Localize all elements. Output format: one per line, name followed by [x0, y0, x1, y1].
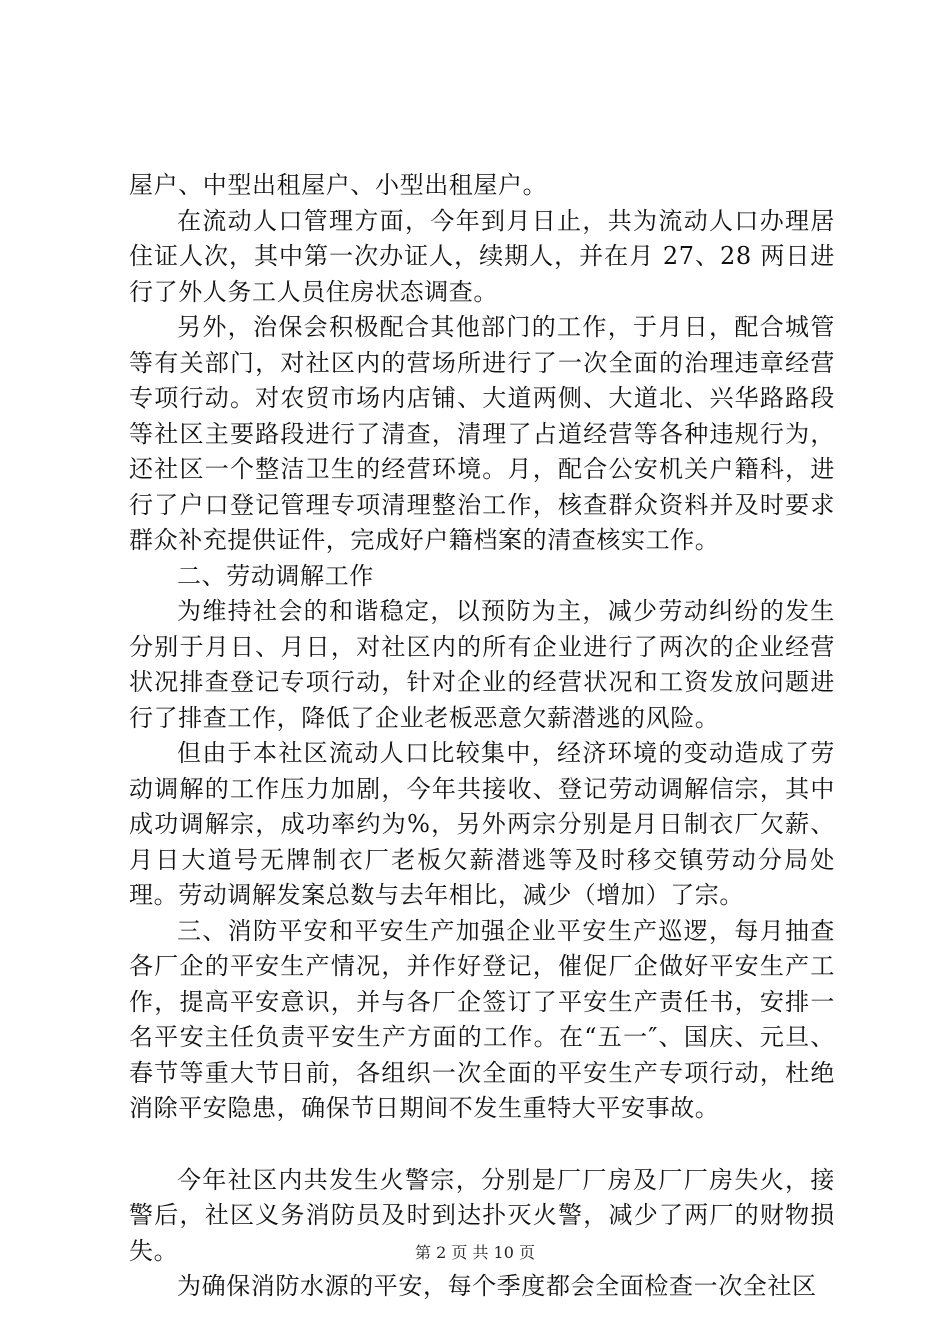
paragraph-cooperation: 另外，治保会积极配合其他部门的工作，于月日，配合城管等有关部门，对社区内的营场所进行了一次全面的治理违章经营专项行动。对农贸市场内店铺、大道两侧、大道北、兴华路路段等社区主要路段进行了清查，清理了占道经营等各种违规行为，还社区一个整洁卫生的经营环境。月，配合公安机关户籍科，进行了户口登记管理专项清理整治工作，核查群众资料并及时要求群众补充提供证件，完成好户籍档案的清查核实工作。 — [129, 313, 835, 554]
paragraph-fire-incidents: 今年社区内共发生火警宗，分别是厂厂房及厂厂房失火，接警后，社区义务消防员及时到达扑灭火警，减少了两厂的财物损失。 — [129, 1165, 835, 1265]
page-footer: 第 2 页 共 10 页 — [415, 1243, 535, 1262]
section-heading-labor-mediation: 二、劳动调解工作 — [177, 561, 374, 590]
paragraph-continuation: 屋户、中型出租屋户、小型出租屋户。 — [129, 171, 548, 199]
paragraph-labor-prevention: 为维持社会的和谐稳定，以预防为主，减少劳动纠纷的发生分别于月日、月日，对社区内的所有企业进行了两次的企业经营状况排查登记专项行动，针对企业的经营状况和工资发放问题进行了排查工作，降低了企业老板恶意欠薪潜逃的风险。 — [129, 597, 835, 732]
paragraph-water-source: 为确保消防水源的平安，每个季度都会全面检查一次全社区 — [177, 1272, 817, 1300]
paragraph-labor-cases: 但由于本社区流动人口比较集中，经济环境的变动造成了劳动调解的工作压力加剧，今年共接收、登记劳动调解信宗，其中成功调解宗，成功率约为%，另外两宗分别是月日制衣厂欠薪、月日大道号无牌制衣厂老板欠薪潜逃等及时移交镇劳动分局处理。劳动调解发案总数与去年相比，减少（增加）了宗。 — [129, 739, 835, 909]
paragraph-floating-population: 在流动人口管理方面，今年到月日止，共为流动人口办理居住证人次，其中第一次办证人，续期人，并在月 27、28 两日进行了外人务工人员住房状态调查。 — [129, 206, 835, 306]
paragraph-fire-safety: 三、消防平安和平安生产加强企业平安生产巡逻，每月抽查各厂企的平安生产情况，并作好登记，催促厂企做好平安生产工作，提高平安意识，并与各厂企签订了平安生产责任书，安排一名平安主任负责平安生产方面的工作。在“五一″、国庆、元旦、春节等重大节日前，各组织一次全面的平安生产专项行动，杜绝消除平安隐患，确保节日期间不发生重特大平安事故。 — [129, 916, 835, 1122]
document-body — [129, 168, 835, 1305]
